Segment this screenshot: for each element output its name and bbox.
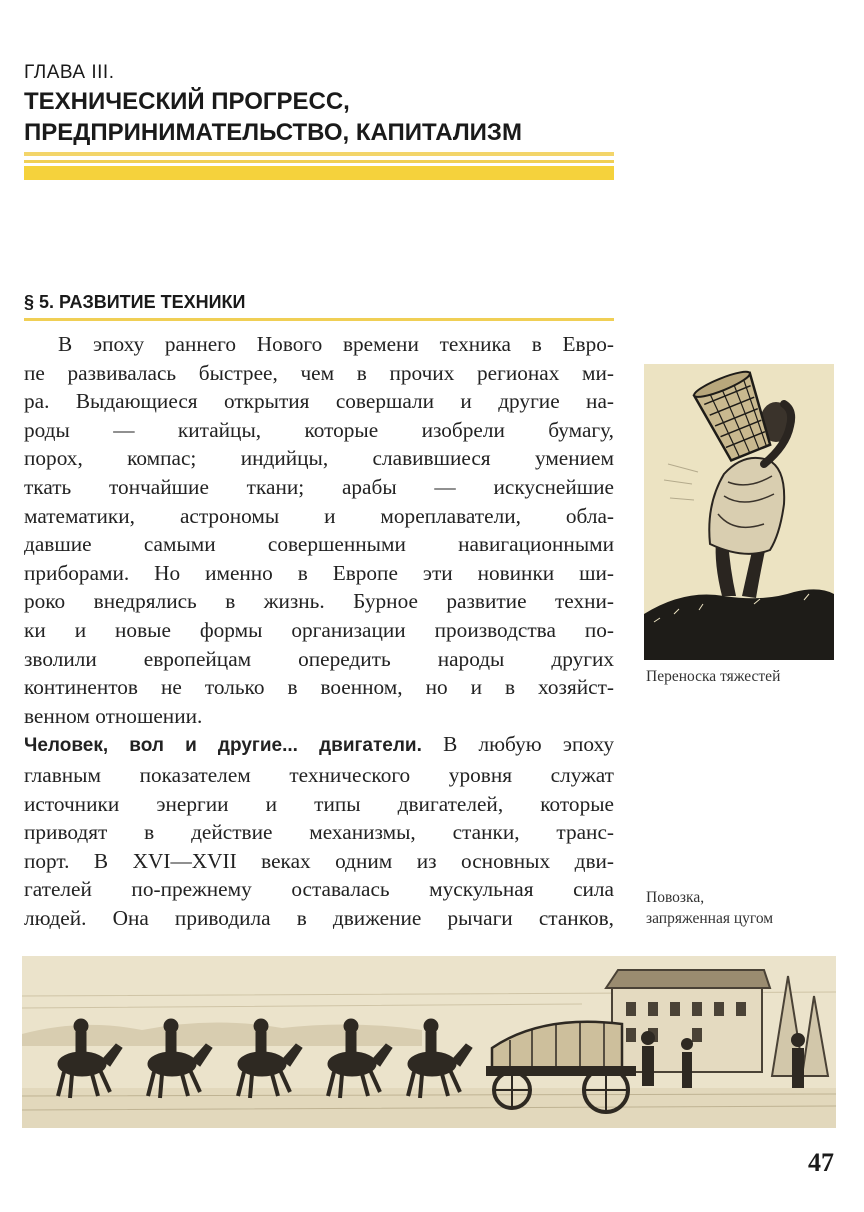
text-line: порох, компас; индийцы, славившиеся умением: [24, 446, 614, 471]
text-line: источники энергии и типы двигателей, которые: [24, 791, 614, 816]
chapter-decorative-band: [24, 152, 614, 180]
text-line: приводят в действие механизмы, станки, транс-: [24, 820, 614, 845]
text-line-with-heading: [24, 730, 614, 761]
text-line: математики, астрономы и мореплаватели, обла-: [24, 503, 614, 528]
text-line: ки и новые формы организации производства по-: [24, 617, 614, 642]
text-line: пе развивалась быстрее, чем в прочих регионах ми-: [24, 360, 614, 385]
chapter-label: ГЛАВА III.: [24, 62, 115, 83]
porter-illustration: [644, 364, 834, 660]
text-line: людей. Она приводила в движение рычаги станков,: [24, 905, 614, 930]
chapter-title: [24, 86, 522, 148]
cart-caption-line-1: Повозка,: [646, 889, 705, 906]
text-line: главным показателем технического уровня служат: [24, 762, 614, 787]
wagon-procession-illustration: [22, 956, 836, 1128]
chapter-title-line-1: ТЕХНИЧЕСКИЙ ПРОГРЕСС,: [24, 88, 350, 115]
section-title: § 5. РАЗВИТИЕ ТЕХНИКИ: [24, 292, 246, 312]
text-line: ткать тончайшие ткани; арабы — искуснейшие: [24, 474, 614, 499]
cart-caption: [646, 887, 846, 929]
text-line: давшие самыми совершенными навигационными: [24, 532, 614, 557]
text-line: В эпоху раннего Нового времени техника в Евро-: [58, 332, 614, 356]
text-line: приборами. Но именно в Европе эти новинки ши-: [24, 560, 614, 585]
page-number: 47: [808, 1148, 834, 1177]
cart-caption-line-2: запряженная цугом: [646, 910, 774, 927]
text-line: зволили европейцам опередить народы других: [24, 646, 614, 671]
chapter-title-line-2: ПРЕДПРИНИМАТЕЛЬСТВО, КАПИТАЛИЗМ: [24, 119, 522, 146]
section-divider: [24, 318, 614, 321]
text-fragment: В любую эпоху: [421, 732, 614, 757]
paragraph-run-in-heading: Человек, вол и другие... двигатели.: [24, 735, 422, 757]
text-line: роды — китайцы, которые изобрели бумагу,: [24, 417, 614, 442]
text-line: континентов не только в военном, но и в хозяйст-: [24, 675, 614, 700]
text-line: роко внедрялись в жизнь. Бурное развитие техни-: [24, 589, 614, 614]
text-line: порт. В XVI—XVII веках одним из основных дви-: [24, 848, 614, 873]
text-line: ра. Выдающиеся открытия совершали и другие на-: [24, 389, 614, 414]
porter-caption: Переноска тяжестей: [646, 668, 781, 685]
text-line: венном отношении.: [24, 703, 203, 728]
text-line: гателей по-прежнему оставалась мускульная сила: [24, 877, 614, 902]
main-text: [24, 330, 614, 932]
